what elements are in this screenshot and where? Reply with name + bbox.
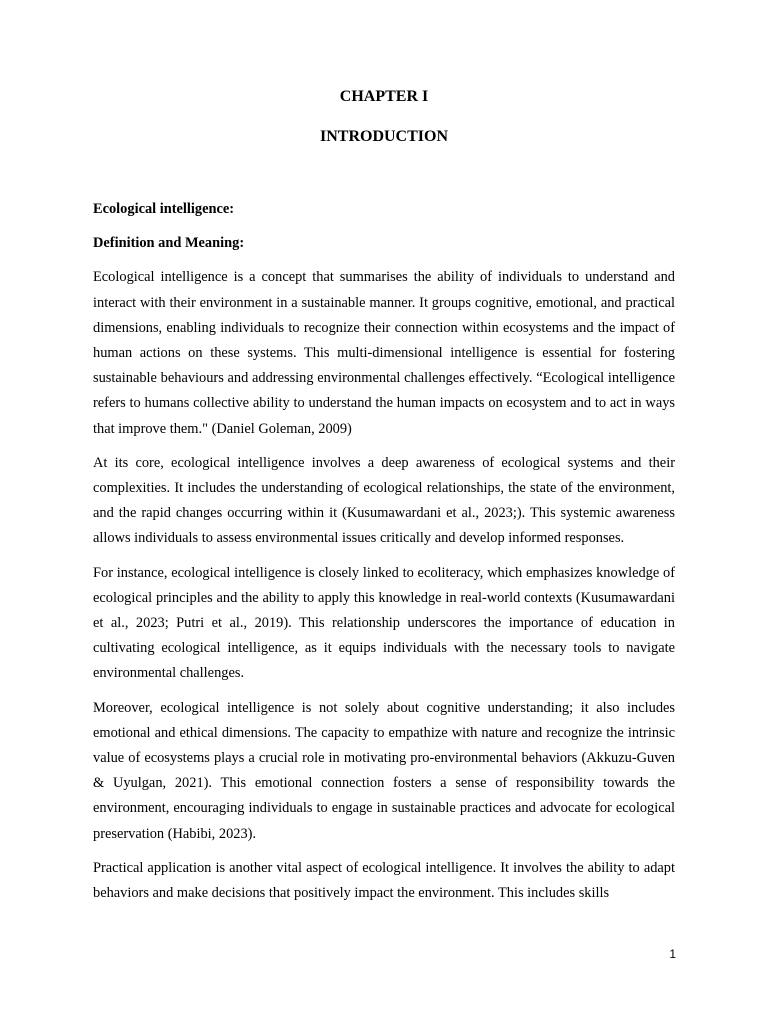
paragraph-emotional-ethical: Moreover, ecological intelligence is not solely about cognitive understanding; it also includes emotional and ethical dimensions. The capacity to empathize with nature and recognize the intrinsic value of ecosystems plays a crucial role in motivating pro-environmental behaviors (Akkuzu-Guven & Uyulgan, 2021). This emotional connection fosters a sense of responsibility towards the environment, encouraging individuals to engage in sustainable practices and advocate for ecological preservation (Habibi, 2023). (93, 699, 675, 842)
paragraph-core-awareness: At its core, ecological intelligence involves a deep awareness of ecological systems and their complexities. It includes the understanding of ecological relationships, the state of the environment, and the rapid changes occurring within it (Kusumawardani et al., 2023;). This systemic awareness allows individuals to assess environmental issues critically and develop informed responses. (93, 454, 675, 547)
chapter-title: CHAPTER I (339, 88, 429, 105)
chapter-subtitle: INTRODUCTION (319, 128, 448, 145)
document-body (93, 197, 675, 915)
section-subheading: Definition and Meaning: (93, 235, 245, 252)
section-heading: Ecological intelligence: (93, 201, 235, 217)
paragraph-ecoliteracy: For instance, ecological intelligence is closely linked to ecoliteracy, which emphasizes knowledge of ecological principles and the ability to apply this knowledge in real-world contexts (Kusumawardani et al., 2023; Putri et al., 2019). This relationship underscores the importance of education in cultivating ecological intelligence, as it equips individuals with the necessary tools to navigate environmental challenges. (93, 564, 675, 682)
paragraph-practical-application: Practical application is another vital aspect of ecological intelligence. It involves the ability to adapt behaviors and make decisions that positively impact the environment. This includes skills (93, 859, 675, 902)
page-number: 1 (669, 947, 676, 961)
paragraph-definition: Ecological intelligence is a concept that summarises the ability of individuals to understand and interact with their environment in a sustainable manner. It groups cognitive, emotional, and practical dimensions, enabling individuals to recognize their connection within ecosystems and the impact of human actions on these systems. This multi-dimensional intelligence is essential for fostering sustainable behaviours and addressing environmental challenges effectively. “Ecological intelligence refers to humans collective ability to understand the human impacts on ecosystem and to act in ways that improve them." (Daniel Goleman, 2009) (93, 269, 675, 437)
